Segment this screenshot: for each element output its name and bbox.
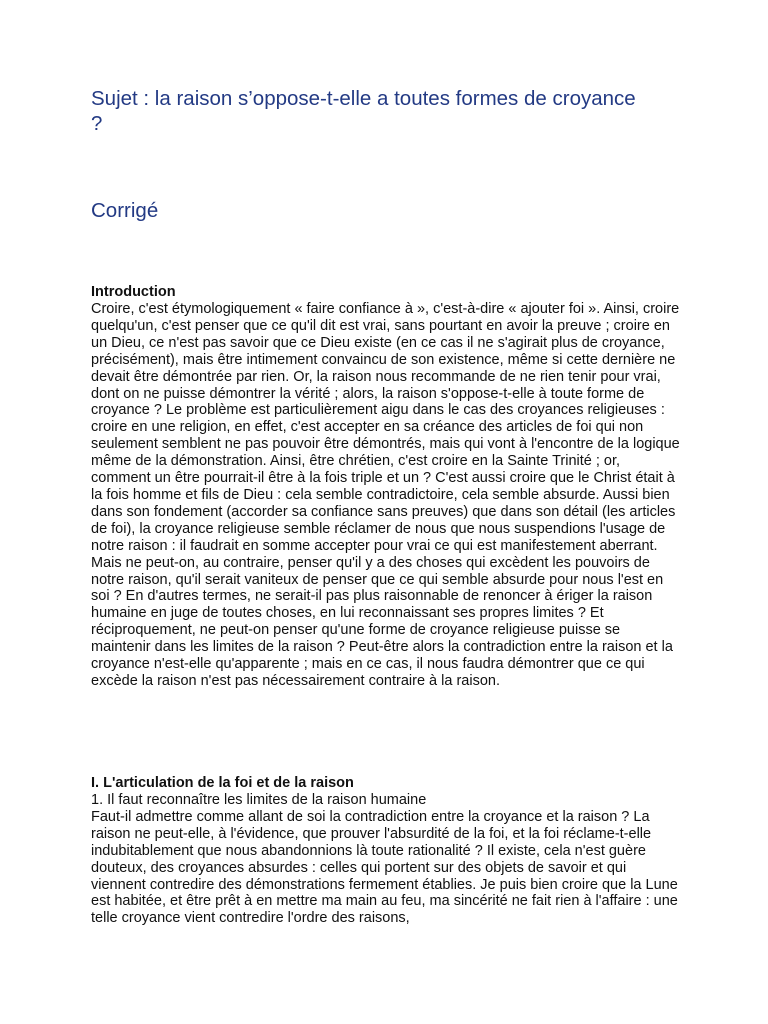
introduction-section xyxy=(91,284,681,690)
corrige-heading: Corrigé xyxy=(91,199,159,222)
part-one-paragraph: Faut-il admettre comme allant de soi la contradiction entre la croyance et la raison ? La raison ne peut-elle, à l'évidence, que prouver l'absurdité de la foi, et la foi réclame-t-elle indubitablement que nous abandonnions là toute rationalité ? Il existe, cela n'est guère douteux, des croyances absurdes : celles qui portent sur des objets de savoir et qui viennent contredire des démonstrations fermement établies. Je puis bien croire que la Lune est habitée, et être prêt à en mettre ma main au feu, ma sincérité ne fait rien à l'affaire : une telle croyance vient contredire l'ordre des raisons, xyxy=(91,808,678,927)
part-one-heading: I. L'articulation de la foi et de la raison xyxy=(91,775,354,791)
document-title: Sujet : la raison s’oppose-t-elle a toutes formes de croyance ? xyxy=(91,87,636,135)
introduction-heading: Introduction xyxy=(91,284,176,300)
part-one-section xyxy=(91,775,681,927)
introduction-paragraph: Croire, c'est étymologiquement « faire confiance à », c'est-à-dire « ajouter foi ». Ainsi, croire quelqu'un, c'est penser que ce qu'il dit est vrai, sans pourtant en avoir la preuve ; croire en un Dieu, ce n'est pas savoir que ce Dieu existe (en ce cas il ne s'agirait plus de croyance, précisément), mais être intimement convaincu de son existence, même si cette dernière ne devait être démontrée par rien. Or, la raison nous recommande de ne rien tenir pour vrai, dont on ne puisse démontrer la vérité ; alors, la raison s'oppose-t-elle à toute forme de croyance ? Le problème est particulièrement aigu dans le cas des croyances religieuses : croire en une religion, en effet, c'est accepter en sa créance des articles de foi qui non seulement semblent ne pas pouvoir être démontrés, mais qui vont à l'encontre de la logique même de la démonstration. Ainsi, être chrétien, c'est croire en la Sainte Trinité ; or, comment un être pourrait-il être à la fois triple et un ? C'est aussi croire que le Christ était à la fois homme et fils de Dieu : cela semble contradictoire, cela semble absurde. Aussi bien dans son fondement (accorder sa confiance sans preuves) que dans son détail (les articles de foi), la croyance religieuse semble réclamer de nous que nous suspendions l'usage de notre raison : il faudrait en somme accepter pour vrai ce qui est manifestement aberrant. Mais ne peut-on, au contraire, penser qu'il y a des choses qui excèdent les pouvoirs de notre raison, qu'il serait vaniteux de penser que ce qui semble absurde pour nous l'est en soi ? En d'autres termes, ne serait-il pas plus raisonnable de renoncer à ériger la raison humaine en juge de toutes choses, en lui reconnaissant ses propres limites ? Et réciproquement, ne peut-on penser qu'une forme de croyance religieuse puisse se maintenir dans les limites de la raison ? Peut-être alors la contradiction entre la raison et la croyance n'est-elle qu'apparente ; mais en ce cas, il nous faudra démontrer que ce qui excède la raison n'est pas nécessairement contraire à la raison. xyxy=(91,301,680,689)
part-one-subheading: 1. Il faut reconnaître les limites de la raison humaine xyxy=(91,792,427,808)
